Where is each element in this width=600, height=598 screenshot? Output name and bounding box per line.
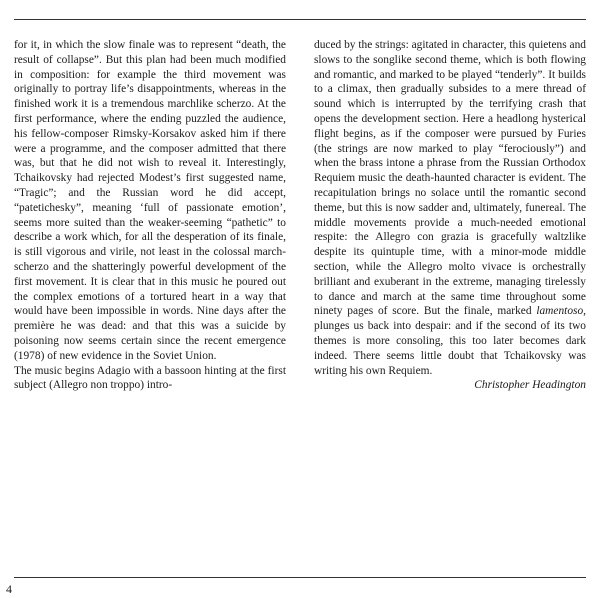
bottom-rule xyxy=(14,577,586,578)
author-credit: Christopher Headington xyxy=(474,379,586,392)
right-paragraph-1-text-a: duced by the strings: agitated in character, this quietens and slows to the songlike second theme, which is both flowing and romantic, and marked to be played “tenderly”. It builds to a climax, then gradually subsides to a mere thread of sound which is interrupted by the terrifying crash that opens the development section. Here a headlong hysterical flight begins, as if the composer were pursued by Furies (the strings are now marked to play “ferociously”) and when the brass intone a phrase from the Russian Orthodox Requiem music the death-haunted character is evident. The recapitulation brings no solace until the romantic second theme, but this is now sadder and, ultimately, funereal. The middle movements provide a much-needed emotional respite: the Allegro con grazia is gracefully waltzlike despite its quintuple time, with a minor-mode middle section, while the Allegro molto vivace is orchestrally brilliant and exuberant in the extreme, managing tirelessly to dance and march at the same time throughout some ninety pages of score. But the finale, marked xyxy=(314,39,586,318)
top-rule xyxy=(14,19,586,20)
left-paragraph-2: The music begins Adagio with a bassoon hinting at the first subject (Allegro non troppo) intro- xyxy=(14,364,286,392)
right-paragraph-1-text-b: , plunges us back into despair: and if the second of its two themes is more consoling, this too later becomes dark indeed. There seems little doubt that Tchaikovsky was writing his own Requiem. xyxy=(314,305,586,377)
right-paragraph-1 xyxy=(314,38,586,378)
lamentoso-term: lamentoso xyxy=(536,305,584,318)
left-paragraph-1: for it, in which the slow finale was to represent “death, the result of collapse”. But this plan had been much modified in composition: for example the third movement was originally to portray life’s disappointments, whereas in the finished work it is a tremendous marchlike scherzo. At the first performance, where the ending puzzled the audience, his fellow-composer Rimsky-Korsakov asked him if there were a programme, and the composer admitted that there was, but that he did not wish to reveal it. Interestingly, Tchaikovsky had rejected Modest’s first suggested name, “Tragic”; and the Russian word he did accept, “pateticheskу”, meaning ‘full of passionate emotion’, seems more suited than the weaker-seeming “pathetic” to describe a work which, for all the desperation of its finale, is still vigorous and virile, not least in the colossal march-scherzo and the shatteringly powerful development of the first movement. It is clear that in this music he poured out the complex emotions of a tortured heart in a way that would have been impossible in words. Nine days after the première he was dead: and that this was a suicide by poisoning now seems certain since the recent emergence (1978) of new evidence in the Soviet Union. xyxy=(14,39,286,362)
right-column xyxy=(314,38,586,393)
page-number: 4 xyxy=(6,582,12,596)
left-column xyxy=(14,38,286,393)
